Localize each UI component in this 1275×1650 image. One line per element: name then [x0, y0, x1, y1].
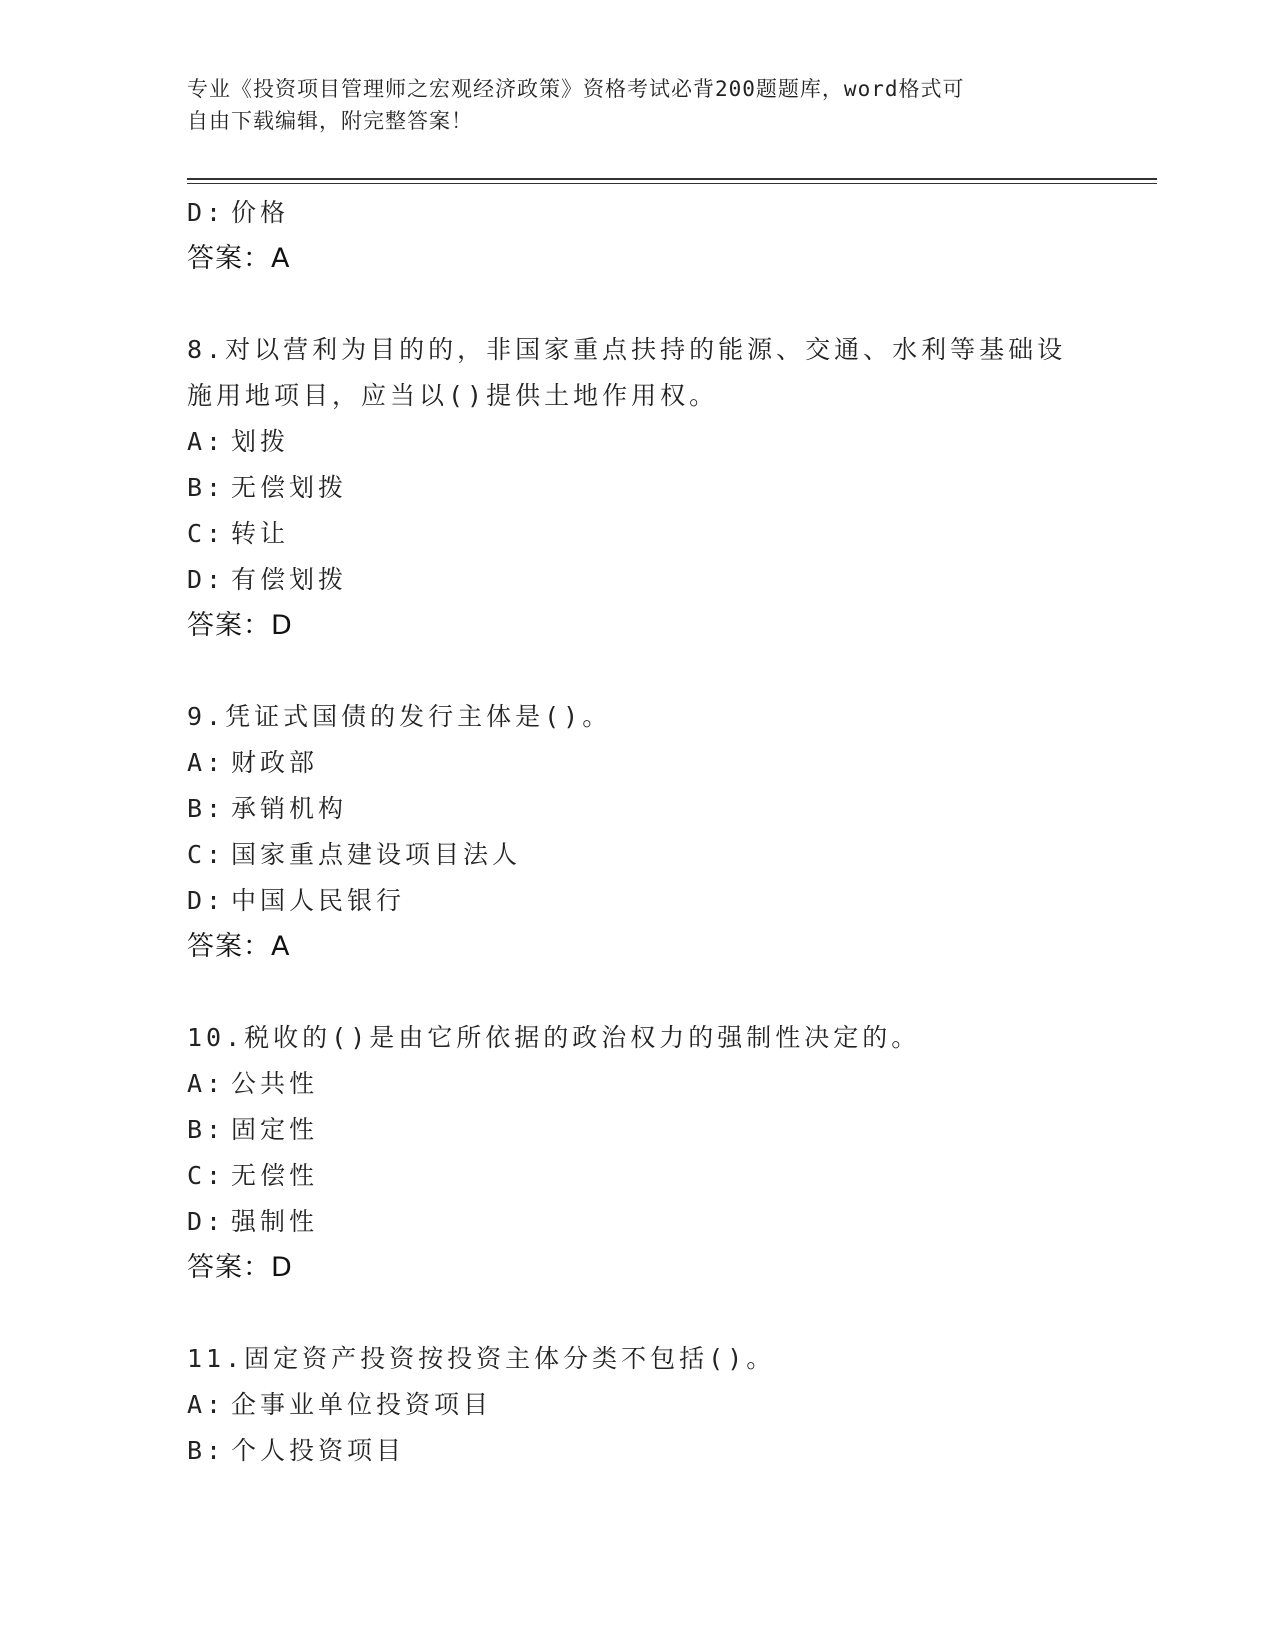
question-stem: 10.税收的()是由它所依据的政治权力的强制性决定的。 [187, 1023, 921, 1052]
option-text: 公共性 [231, 1069, 319, 1098]
option-b [187, 1428, 1127, 1474]
option-c [187, 832, 1127, 878]
option-text: 无偿划拨 [231, 473, 348, 502]
option-label: A: [187, 1069, 226, 1098]
option-label: D: [187, 198, 226, 227]
option-text: 无偿性 [231, 1161, 319, 1190]
question-11 [187, 1336, 1127, 1474]
question-stem: 8.对以营利为目的的，非国家重点扶持的能源、交通、水利等基础设 [187, 335, 1067, 364]
header-line-1: 专业《投资项目管理师之宏观经济政策》资格考试必背200题题库，word格式可 [187, 77, 965, 101]
header-divider-thick [187, 178, 1157, 180]
page-header [187, 73, 1087, 137]
option-a [187, 419, 1127, 465]
question-stem: 9.凭证式国债的发行主体是()。 [187, 702, 612, 731]
option-d [187, 878, 1127, 924]
option-text: 有偿划拨 [231, 565, 348, 594]
option-text: 强制性 [231, 1207, 319, 1236]
option-d [187, 190, 1127, 236]
question-9 [187, 694, 1127, 970]
option-text: 划拨 [231, 427, 290, 456]
option-text: 转让 [231, 519, 290, 548]
option-label: C: [187, 1161, 226, 1190]
option-b [187, 1107, 1127, 1153]
option-b [187, 786, 1127, 832]
option-text: 国家重点建设项目法人 [231, 840, 522, 869]
option-label: D: [187, 1207, 226, 1236]
question-stem: 11.固定资产投资按投资主体分类不包括()。 [187, 1344, 776, 1373]
option-text: 固定性 [231, 1115, 319, 1144]
question-list [187, 190, 1127, 1474]
option-label: A: [187, 1390, 226, 1419]
option-label: D: [187, 886, 226, 915]
question-10 [187, 1015, 1127, 1291]
option-label: B: [187, 473, 226, 502]
question-8 [187, 327, 1127, 649]
answer-line: 答案：A [187, 243, 291, 274]
answer-line: 答案：D [187, 610, 293, 641]
option-label: D: [187, 565, 226, 594]
option-label: C: [187, 840, 226, 869]
option-c [187, 1153, 1127, 1199]
option-label: B: [187, 1115, 226, 1144]
option-text: 个人投资项目 [231, 1436, 406, 1465]
option-a [187, 1061, 1127, 1107]
option-label: B: [187, 794, 226, 823]
option-d [187, 1199, 1127, 1245]
option-text: 价格 [231, 198, 290, 227]
option-b [187, 465, 1127, 511]
question-stem-continued: 施用地项目，应当以()提供土地作用权。 [187, 381, 719, 410]
option-c [187, 511, 1127, 557]
answer-line: 答案：D [187, 1252, 293, 1283]
option-a [187, 1382, 1127, 1428]
option-a [187, 740, 1127, 786]
option-label: A: [187, 748, 226, 777]
option-text: 企事业单位投资项目 [231, 1390, 493, 1419]
option-d [187, 557, 1127, 603]
header-line-2: 自由下载编辑，附完整答案！ [187, 109, 473, 133]
answer-line: 答案：A [187, 931, 291, 962]
option-label: C: [187, 519, 226, 548]
option-text: 财政部 [231, 748, 319, 777]
option-text: 中国人民银行 [231, 886, 406, 915]
option-label: B: [187, 1436, 226, 1465]
option-label: A: [187, 427, 226, 456]
option-text: 承销机构 [231, 794, 348, 823]
header-divider-thin [187, 183, 1157, 184]
